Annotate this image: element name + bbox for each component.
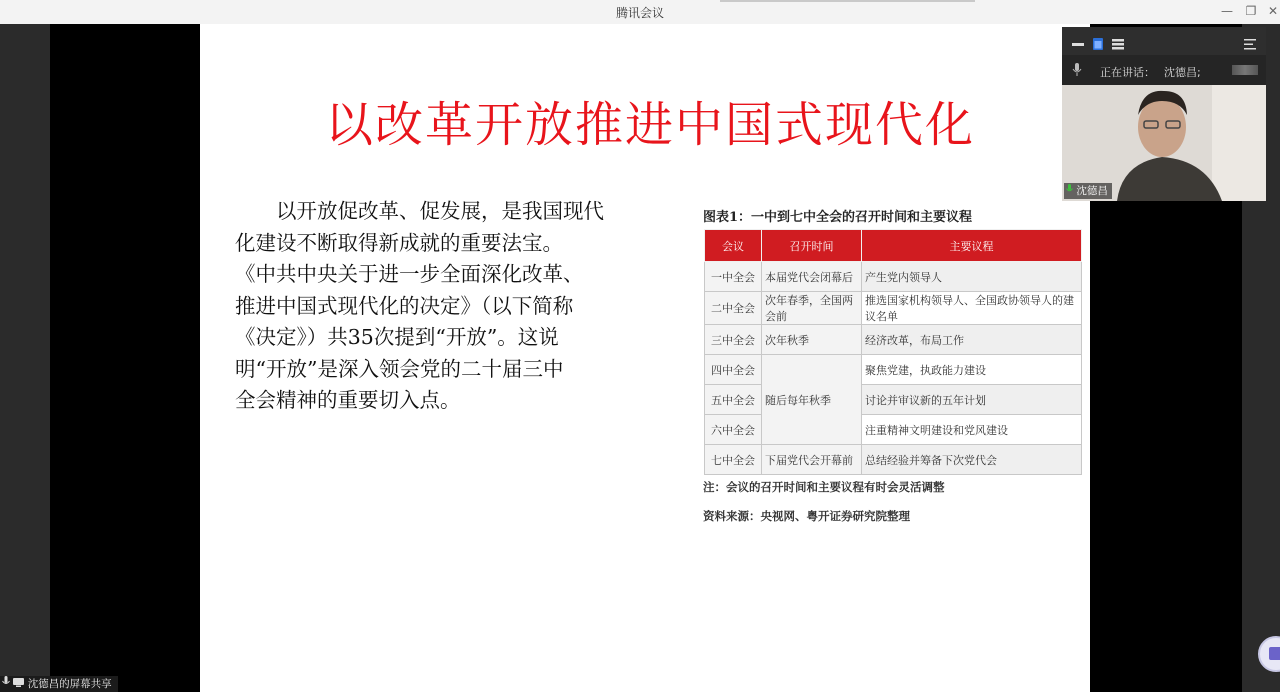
- participant-name-tag: [1064, 183, 1112, 199]
- speaking-prefix: 正在讲话：: [1100, 66, 1155, 79]
- close-button[interactable]: ✕: [1267, 4, 1279, 18]
- table-row: [705, 325, 1082, 355]
- list-icon[interactable]: [1112, 35, 1126, 47]
- agenda-cell: 注重精神文明建设和党风建设: [862, 415, 1082, 445]
- slide-body-text: [235, 196, 660, 417]
- floating-assistant-button[interactable]: [1258, 636, 1280, 672]
- body-line: 《决定》）共35次提到“开放”。这说: [235, 325, 559, 349]
- grid-icon[interactable]: [1072, 35, 1086, 47]
- table-row: [705, 262, 1082, 292]
- microphone-icon: [1072, 63, 1082, 79]
- figure-source: 资料来源：央视网、粤开证券研究院整理: [703, 509, 910, 523]
- table-row: [705, 445, 1082, 475]
- menu-icon[interactable]: [1244, 35, 1258, 47]
- speaker-name: 沈德昌;: [1164, 66, 1201, 79]
- active-speaker-bar: [1062, 55, 1266, 85]
- body-line: 推进中国式现代化的决定》（以下简称: [235, 293, 574, 318]
- screen-share-owner: 沈德昌的屏幕共享: [27, 678, 112, 690]
- time-cell: 随后每年秋季: [762, 355, 862, 445]
- time-cell: 下届党代会开幕前: [762, 445, 862, 475]
- window-titlebar: [0, 0, 1280, 24]
- figure-note: 注：会议的召开时间和主要议程有时会灵活调整: [703, 480, 945, 494]
- agenda-cell: 产生党内领导人: [862, 262, 1082, 292]
- screen-share-icon: [13, 678, 27, 690]
- microphone-icon: [1066, 185, 1076, 197]
- body-line: 全会精神的重要切入点。: [235, 388, 461, 412]
- restore-button[interactable]: ❐: [1245, 4, 1257, 18]
- table-row: [705, 415, 1082, 445]
- meeting-cell: 四中全会: [705, 355, 762, 385]
- minimize-button[interactable]: —: [1221, 4, 1233, 18]
- participant-name: 沈德昌: [1076, 185, 1108, 197]
- figure-title: 图表1：一中到七中全会的召开时间和主要议程: [703, 210, 973, 225]
- column-header: 召开时间: [762, 230, 862, 262]
- agenda-cell: 聚焦党建，执政能力建设: [862, 355, 1082, 385]
- top-toolbar-handle[interactable]: [720, 0, 975, 2]
- microphone-icon: [2, 678, 13, 690]
- signal-indicator: [1232, 65, 1258, 75]
- column-header: 主要议程: [862, 230, 1082, 262]
- meeting-cell: 五中全会: [705, 385, 762, 415]
- meeting-cell: 七中全会: [705, 445, 762, 475]
- column-header: 会议: [705, 230, 762, 262]
- left-letterbox: [50, 24, 200, 692]
- meeting-cell: 一中全会: [705, 262, 762, 292]
- table-row: [705, 385, 1082, 415]
- shared-screen-slide: [200, 24, 1090, 692]
- participant-video[interactable]: [1062, 85, 1266, 201]
- body-line: 《中共中央关于进一步全面深化改革、: [235, 262, 584, 286]
- plenary-session-table: [704, 229, 1082, 475]
- table-row: [705, 355, 1082, 385]
- table-header-row: [705, 230, 1082, 262]
- time-cell: 次年春季，全国两会前: [762, 292, 862, 325]
- assistant-icon: [1260, 638, 1280, 670]
- video-panel: [1062, 27, 1266, 201]
- video-panel-toolbar: [1062, 27, 1266, 55]
- agenda-cell: 总结经验并筹备下次党代会: [862, 445, 1082, 475]
- time-cell: 本届党代会闭幕后: [762, 262, 862, 292]
- body-line: 以开放促改革、促发展，是我国现代: [235, 199, 604, 223]
- screen-share-label: [0, 676, 118, 692]
- agenda-cell: 推选国家机构领导人、全国政协领导人的建议名单: [862, 292, 1082, 325]
- body-line: 明“开放”是深入领会党的二十届三中: [235, 356, 564, 381]
- time-cell: 次年秋季: [762, 325, 862, 355]
- agenda-cell: 经济改革，布局工作: [862, 325, 1082, 355]
- meeting-cell: 二中全会: [705, 292, 762, 325]
- table-row: [705, 292, 1082, 325]
- left-margin: [0, 24, 50, 692]
- meeting-cell: 三中全会: [705, 325, 762, 355]
- window-title: 腾讯会议: [615, 6, 664, 20]
- body-line: 化建设不断取得新成就的重要法宝。: [235, 230, 563, 255]
- meeting-cell: 六中全会: [705, 415, 762, 445]
- agenda-cell: 讨论并审议新的五年计划: [862, 385, 1082, 415]
- slide-title: 以改革开放推进中国式现代化: [324, 97, 975, 153]
- speaker-view-icon[interactable]: [1092, 35, 1106, 47]
